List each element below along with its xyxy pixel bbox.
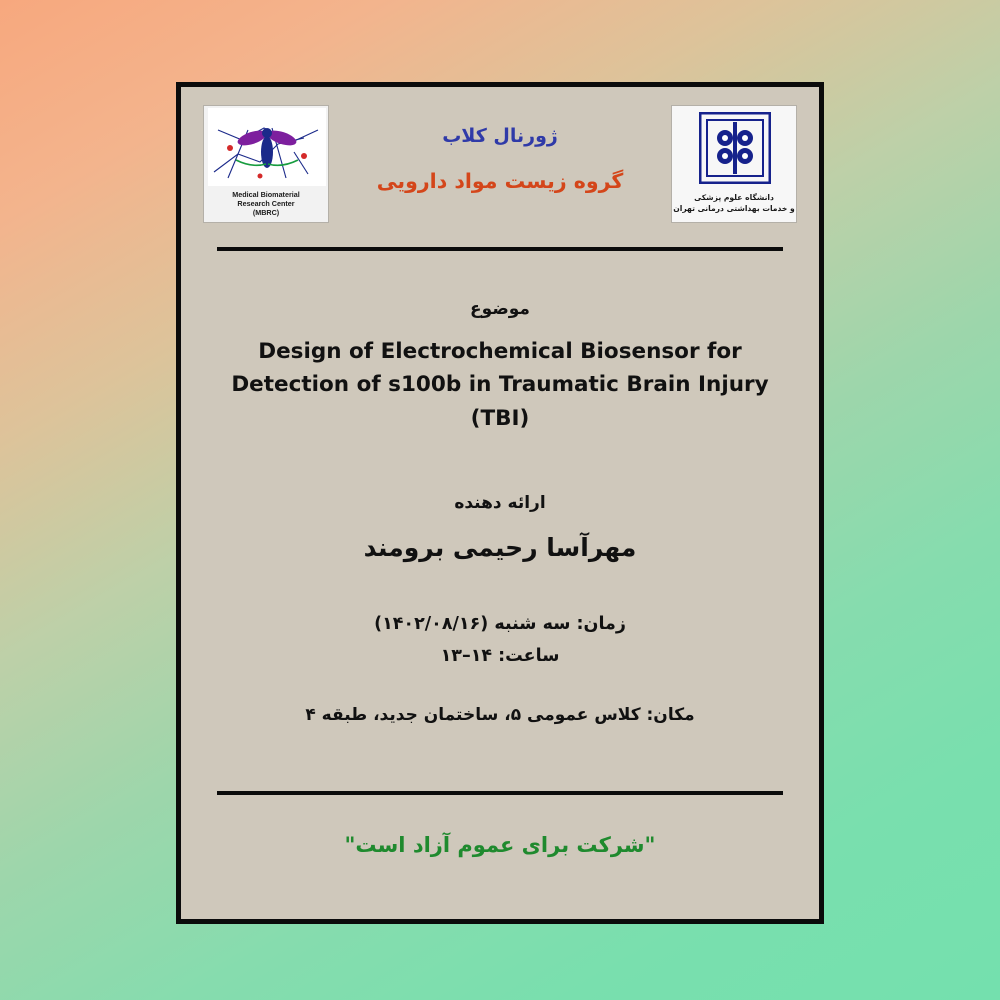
place-line: مکان: کلاس عمومی ۵، ساختمان جدید، طبقه ۴ [305,704,695,725]
mbrc-logo [203,105,329,223]
tums-emblem-icon [699,112,771,184]
tums-logo-caption [672,192,796,214]
mbrc-logo-caption [204,190,328,217]
divider-top [217,247,783,251]
poster-header [181,87,819,237]
time-line: زمان: سه شنبه (۱۴۰۲/۰۸/۱۶) [374,613,626,634]
footer-note: "شرکت برای عموم آزاد است" [344,833,656,857]
group-title: گروه زیست مواد دارویی [376,169,624,193]
subject-title: Design of Electrochemical Biosensor for Detection of s100b in Traumatic Brain Injury (TBI) [231,339,769,431]
tums-caption-line-2: و خدمات بهداشتی درمانی تهران [673,204,795,213]
poster [176,82,824,924]
presenter-name: مهرآسا رحیمی برومند [363,532,637,562]
divider-bottom [217,791,783,795]
mbrc-caption-line-3: (MBRC) [252,208,280,217]
subject-label: موضوع [470,299,530,319]
tums-logo [671,105,797,223]
tums-caption-line-1: دانشگاه علوم پزشکی [694,193,774,202]
poster-body [181,299,819,725]
mbrc-emblem-icon [208,108,326,186]
journal-club-title: ژورنال کلاب [442,125,558,147]
header-titles [341,125,659,193]
mbrc-caption-line-1: Medical Biomaterial [232,190,300,199]
mbrc-caption-line-2: Research Center [237,199,295,208]
presenter-label: ارائه دهنده [454,492,546,513]
hour-line: ساعت: ۱۴–۱۳ [440,646,560,667]
time-block [221,608,779,673]
